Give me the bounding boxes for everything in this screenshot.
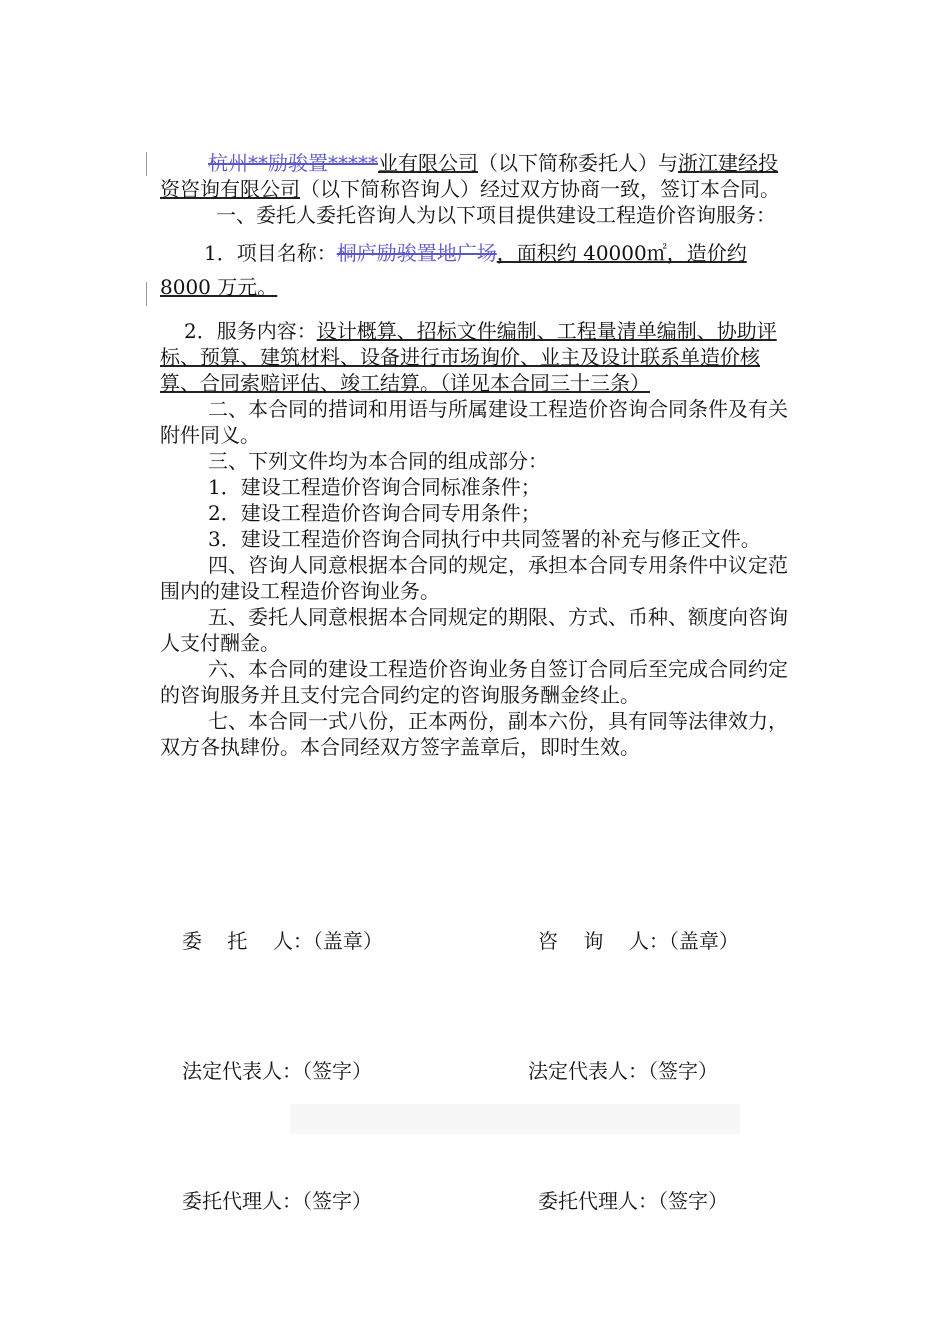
article-4: 四、咨询人同意根据本合同的规定，承担本合同专用条件中议定范围内的建设工程造价咨询业务。: [160, 553, 788, 603]
article-3-item: 2．建设工程造价咨询合同专用条件；: [208, 501, 541, 525]
project-name-revised: 桐庐励骏置地广场: [336, 241, 497, 265]
client-agent-label: 委托代理人：（签字）: [182, 1189, 372, 1213]
article-6: 六、本合同的建设工程造价咨询业务自签订合同后至完成合同约定的咨询服务并且支付完合同约定的咨询服务酬金终止。: [160, 657, 788, 707]
article-2: 二、本合同的措词和用语与所属建设工程造价咨询合同条件及有关附件同义。: [160, 397, 788, 447]
intro-paragraph: [160, 150, 792, 202]
item-2-prefix: 2．服务内容：: [184, 319, 317, 343]
consultant-agent-label: 委托代理人：（签字）: [538, 1189, 728, 1213]
intro-text-1: （以下简称委托人）与: [478, 151, 678, 175]
item-2-content: 设计概算、招标文件编制、工程量清单编制、协助评标、预算、建筑材料、设备进行市场询价、业主及设计联系单造价核算、合同索赔评估、竣工结算。（详见本合同三十三条）: [160, 319, 777, 395]
client-legal-rep-label: 法定代表人：（签字）: [182, 1059, 372, 1083]
article-1-item-2: [160, 318, 792, 396]
consultant-name: 浙江建经投资咨询有限公司: [160, 151, 778, 201]
client-seal-label: 委 托 人：（盖章）: [182, 929, 383, 953]
item-1-prefix: 1．项目名称：: [204, 241, 337, 265]
contract-body: [160, 150, 792, 760]
intro-text-2: （以下简称咨询人）经过双方协商一致，签订本合同。: [300, 177, 780, 201]
article-7: 七、本合同一式八份，正本两份，副本六份，具有同等法律效力，双方各执肆份。本合同经双方签字盖章后，即时生效。: [160, 709, 788, 759]
faint-watermark: [290, 1092, 740, 1152]
client-name-suffix: 业有限公司: [378, 151, 478, 175]
client-name-revised: 杭州**励骏置*****: [208, 151, 378, 175]
article-1-heading: 一、委托人委托咨询人为以下项目提供建设工程造价咨询服务：: [216, 203, 776, 227]
revision-change-bar: [146, 282, 147, 306]
article-3-item: 1．建设工程造价咨询合同标准条件；: [208, 475, 541, 499]
article-5: 五、委托人同意根据本合同规定的期限、方式、币种、额度向咨询人支付酬金。: [160, 605, 788, 655]
article-3-item: 3．建设工程造价咨询合同执行中共同签署的补充与修正文件。: [208, 527, 761, 551]
consultant-legal-rep-label: 法定代表人：（签字）: [528, 1059, 718, 1083]
item-1-rest: ，面积约 40000㎡，造价约 8000 万元。: [160, 241, 747, 299]
consultant-seal-label: 咨 询 人：（盖章）: [538, 929, 739, 953]
article-3-heading: 三、下列文件均为本合同的组成部分：: [208, 449, 548, 473]
article-1-item-1: [160, 236, 792, 304]
revision-change-bar: [146, 152, 147, 176]
